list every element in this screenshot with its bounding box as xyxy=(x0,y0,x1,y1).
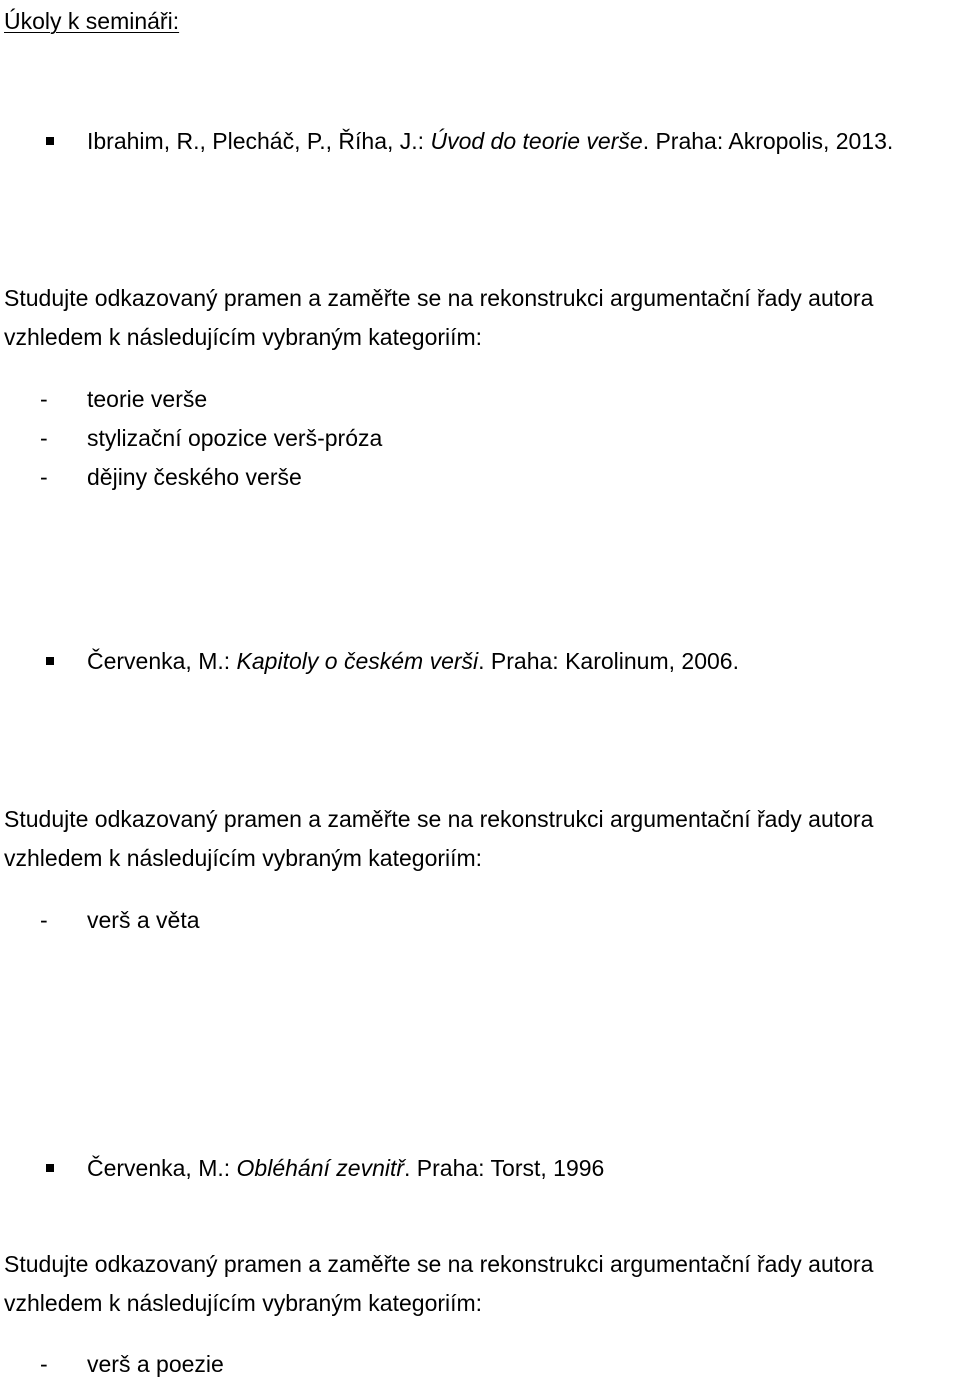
instruction-paragraph-2: Studujte odkazovaný pramen a zaměřte se na rekonstrukci argumentační řady autora vzhledem k následujícím vybraným kategoriím: xyxy=(4,806,874,871)
source-citation: Ibrahim, R., Plecháč, P., Říha, J.: Úvod do teorie verše. Praha: Akropolis, 2013. xyxy=(87,128,894,154)
instruction-paragraph-3: Studujte odkazovaný pramen a zaměřte se na rekonstrukci argumentační řady autora vzhledem k následujícím vybraným kategoriím: xyxy=(4,1251,874,1316)
square-bullet-icon xyxy=(46,1164,54,1172)
source-citation: Červenka, M.: Kapitoly o českém verši. Praha: Karolinum, 2006. xyxy=(87,648,739,674)
instruction-paragraph-1: Studujte odkazovaný pramen a zaměřte se na rekonstrukci argumentační řady autora vzhledem k následujícím vybraným kategoriím: xyxy=(4,285,874,350)
square-bullet-icon xyxy=(46,657,54,665)
source-citation: Červenka, M.: Obléhání zevnitř. Praha: Torst, 1996 xyxy=(87,1155,605,1181)
square-bullet-icon xyxy=(46,137,54,145)
page-title: Úkoly k semináři: xyxy=(4,8,180,34)
